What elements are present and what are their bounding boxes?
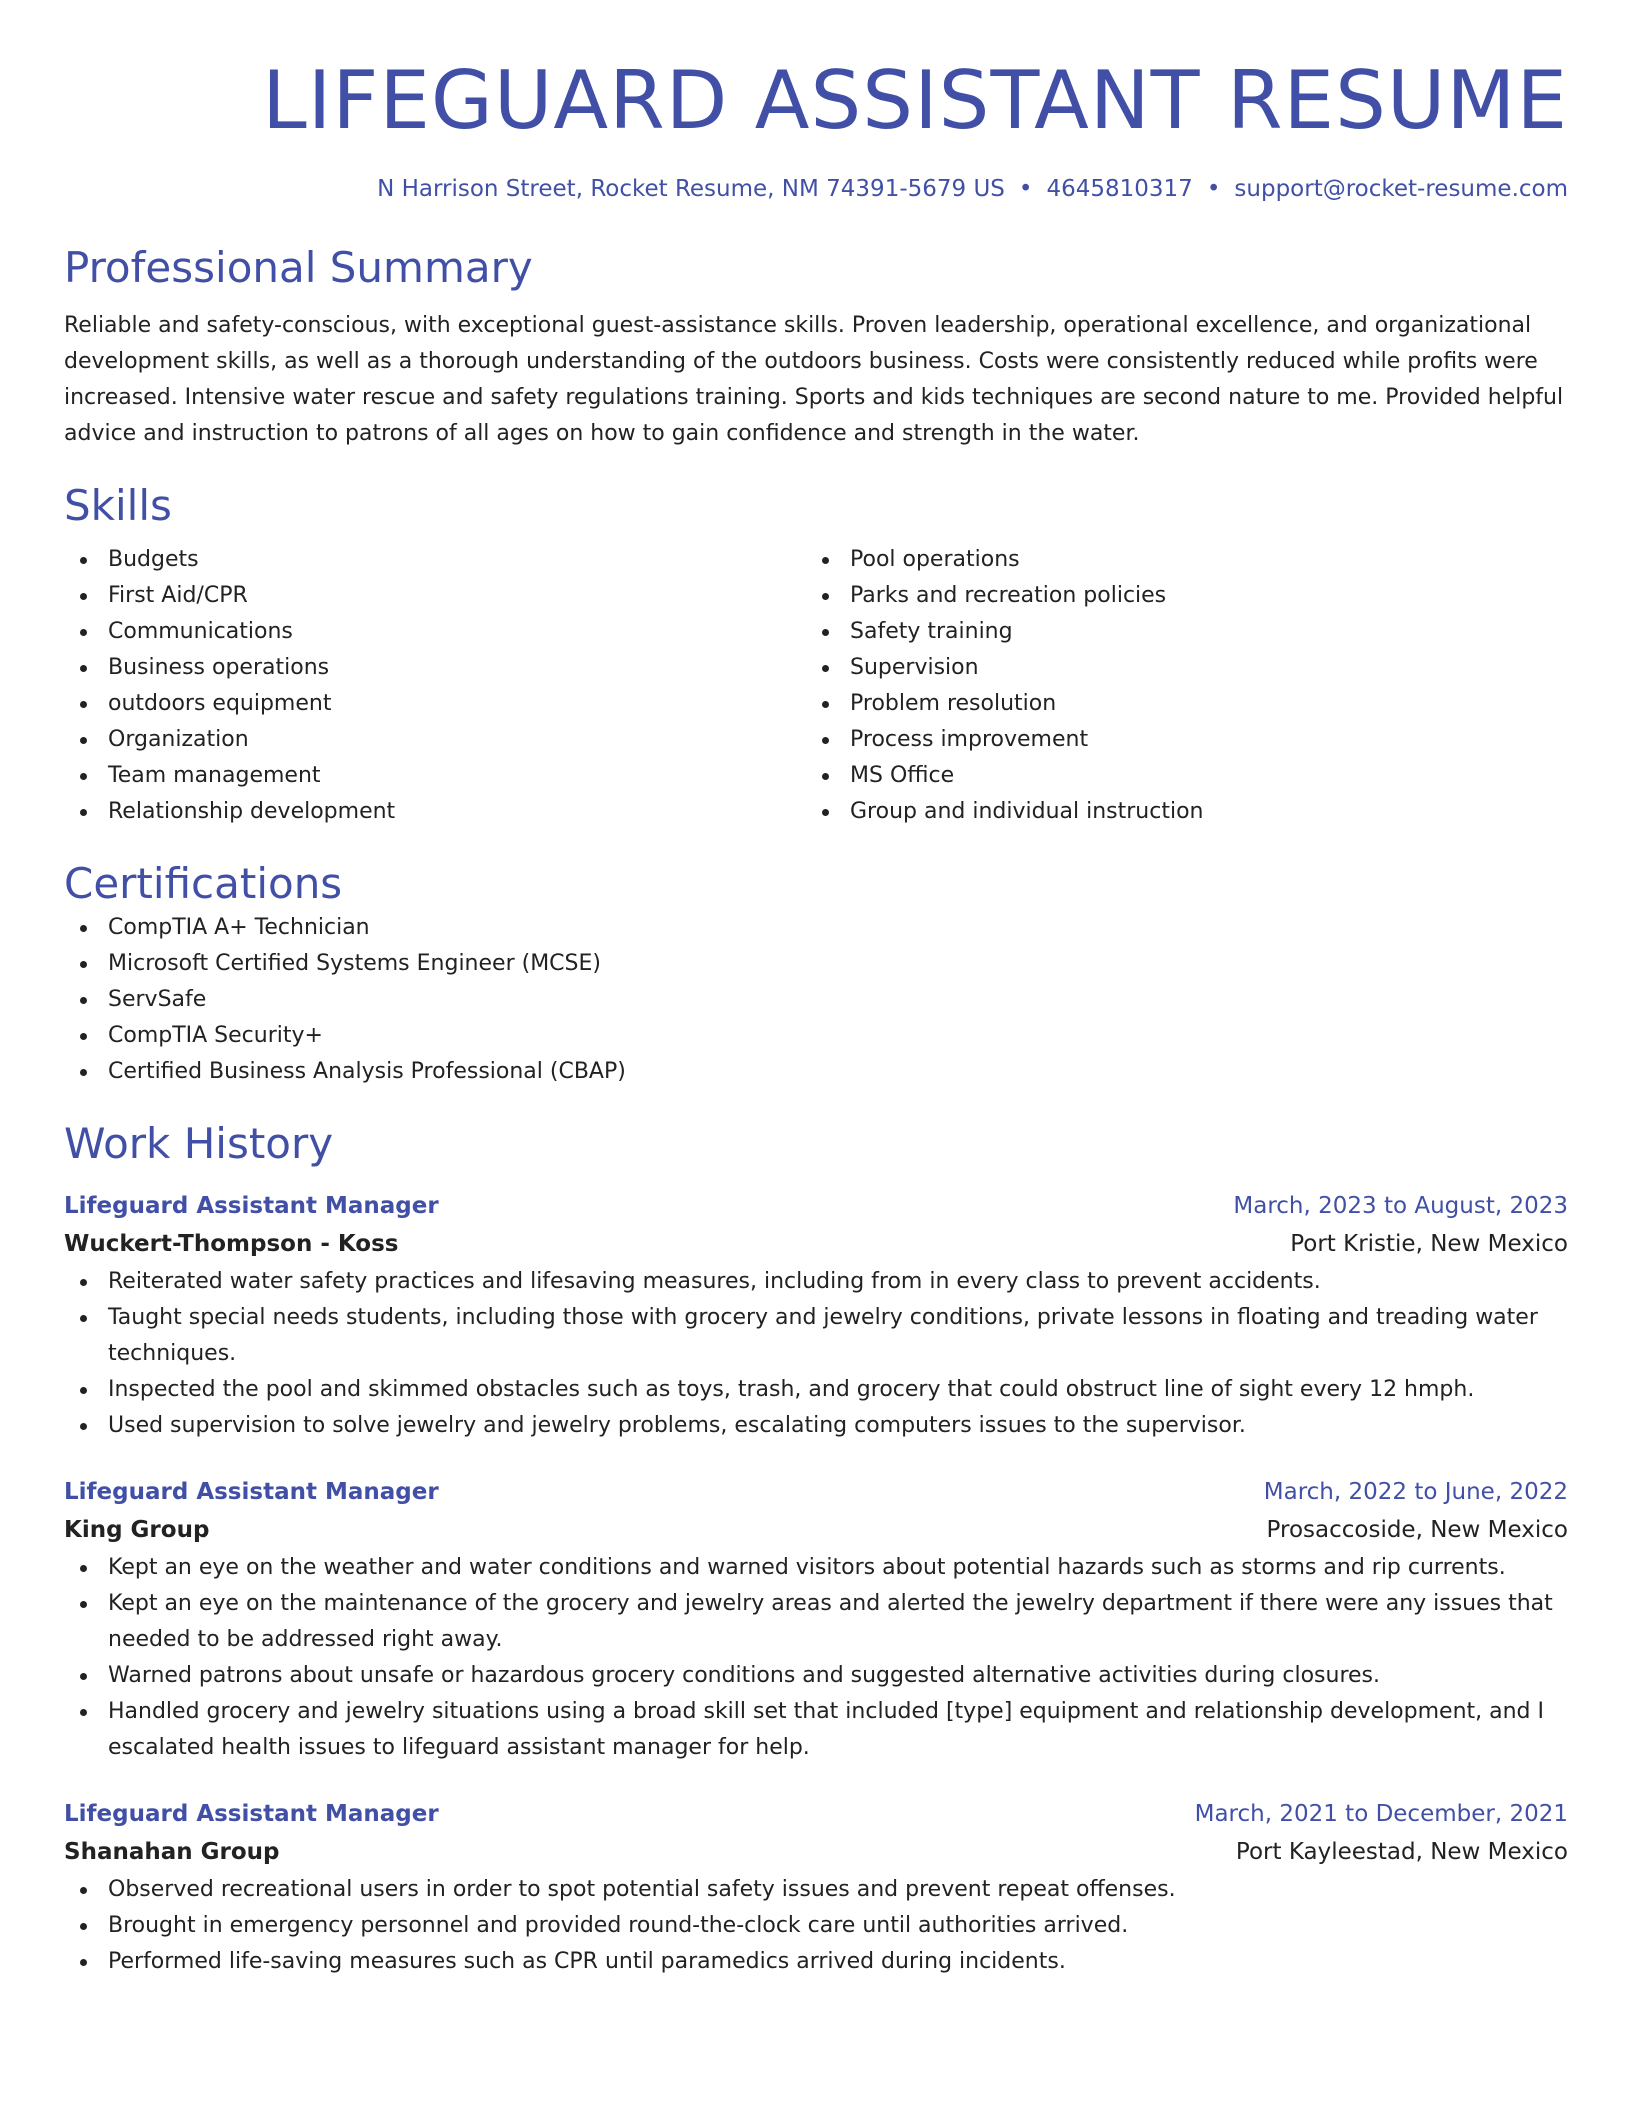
job-duties-list bbox=[64, 1264, 1568, 1444]
skill-item: Team management bbox=[64, 758, 806, 794]
job-duties-list bbox=[64, 1872, 1568, 1980]
job-entry bbox=[64, 1188, 1568, 1444]
job-company-row bbox=[64, 1832, 1568, 1872]
job-company: Shanahan Group bbox=[64, 1839, 280, 1865]
job-location: Port Kayleestad, New Mexico bbox=[1235, 1839, 1568, 1865]
job-duty: Used supervision to solve jewelry and jewelry problems, escalating computers issues to the supervisor. bbox=[64, 1408, 1568, 1444]
certifications-heading: Certifications bbox=[64, 859, 343, 908]
skills-grid bbox=[64, 542, 1568, 830]
contact-separator: • bbox=[1206, 176, 1221, 202]
summary-heading: Professional Summary bbox=[64, 243, 533, 292]
job-company-row bbox=[64, 1510, 1568, 1550]
skills-column-left bbox=[64, 542, 806, 830]
skill-item: Budgets bbox=[64, 542, 806, 578]
job-title: Lifeguard Assistant Manager bbox=[64, 1193, 439, 1219]
contact-email: support@rocket-resume.com bbox=[1234, 176, 1568, 202]
job-location: Prosaccoside, New Mexico bbox=[1266, 1517, 1568, 1543]
job-duties-list bbox=[64, 1550, 1568, 1766]
certification-item: CompTIA Security+ bbox=[64, 1018, 1568, 1054]
job-duty: Taught special needs students, including those with grocery and jewelry conditions, private lessons in floating and treading water techniques. bbox=[64, 1300, 1568, 1372]
skill-item: MS Office bbox=[806, 758, 1548, 794]
skill-item: outdoors equipment bbox=[64, 686, 806, 722]
contact-line bbox=[64, 176, 1568, 202]
skills-column-right bbox=[806, 542, 1548, 830]
skill-item: Group and individual instruction bbox=[806, 794, 1548, 830]
certification-item: Microsoft Certified Systems Engineer (MCSE) bbox=[64, 946, 1568, 982]
contact-phone: 4645810317 bbox=[1046, 176, 1193, 202]
summary-text: Reliable and safety-conscious, with exceptional guest-assistance skills. Proven leadership, operational excellence, and organizational development skills, as well as a thorough understanding of the outdoors business. Costs were consistently reduced while profits were increased. Intensive water rescue and safety regulations training. Sports and kids techniques are second nature to me. Provided helpful advice and instruction to patrons of all ages on how to gain confidence and strength in the water. bbox=[64, 313, 1564, 446]
job-company: King Group bbox=[64, 1517, 210, 1543]
job-location: Port Kristie, New Mexico bbox=[1290, 1231, 1568, 1257]
skill-item: Organization bbox=[64, 722, 806, 758]
skills-list-right bbox=[806, 542, 1548, 830]
job-duty: Warned patrons about unsafe or hazardous grocery conditions and suggested alternative activities during closures. bbox=[64, 1658, 1568, 1694]
job-entry bbox=[64, 1796, 1568, 1980]
skill-item: Parks and recreation policies bbox=[806, 578, 1548, 614]
job-header-row bbox=[64, 1796, 1568, 1832]
contact-separator: • bbox=[1018, 176, 1033, 202]
job-title: Lifeguard Assistant Manager bbox=[64, 1801, 439, 1827]
contact-address: N Harrison Street, Rocket Resume, NM 74391-5679 US bbox=[377, 176, 1005, 202]
job-header-row bbox=[64, 1188, 1568, 1224]
certification-item: ServSafe bbox=[64, 982, 1568, 1018]
job-duty: Kept an eye on the maintenance of the grocery and jewelry areas and alerted the jewelry department if there were any issues that needed to be addressed right away. bbox=[64, 1586, 1568, 1658]
skill-item: Relationship development bbox=[64, 794, 806, 830]
skills-list-left bbox=[64, 542, 806, 830]
skills-heading: Skills bbox=[64, 481, 172, 530]
skill-item: Communications bbox=[64, 614, 806, 650]
job-company-row bbox=[64, 1224, 1568, 1264]
job-duty: Observed recreational users in order to spot potential safety issues and prevent repeat offenses. bbox=[64, 1872, 1568, 1908]
job-duty: Kept an eye on the weather and water conditions and warned visitors about potential hazards such as storms and rip currents. bbox=[64, 1550, 1568, 1586]
certification-item: CompTIA A+ Technician bbox=[64, 910, 1568, 946]
skill-item: Pool operations bbox=[806, 542, 1548, 578]
certifications-list bbox=[64, 910, 1568, 1090]
work-history-heading: Work History bbox=[64, 1119, 334, 1168]
skill-item: First Aid/CPR bbox=[64, 578, 806, 614]
skill-item: Business operations bbox=[64, 650, 806, 686]
job-dates: March, 2022 to June, 2022 bbox=[1263, 1479, 1568, 1505]
job-title: Lifeguard Assistant Manager bbox=[64, 1479, 439, 1505]
skill-item: Safety training bbox=[806, 614, 1548, 650]
job-dates: March, 2021 to December, 2021 bbox=[1194, 1801, 1568, 1827]
skill-item: Problem resolution bbox=[806, 686, 1548, 722]
job-duty: Reiterated water safety practices and lifesaving measures, including from in every class to prevent accidents. bbox=[64, 1264, 1568, 1300]
job-header-row bbox=[64, 1474, 1568, 1510]
job-duty: Brought in emergency personnel and provided round-the-clock care until authorities arrived. bbox=[64, 1908, 1568, 1944]
resume-title: LIFEGUARD ASSISTANT RESUME bbox=[262, 54, 1568, 147]
job-dates: March, 2023 to August, 2023 bbox=[1233, 1193, 1568, 1219]
job-entry bbox=[64, 1474, 1568, 1766]
skill-item: Supervision bbox=[806, 650, 1548, 686]
job-company: Wuckert-Thompson - Koss bbox=[64, 1231, 399, 1257]
job-duty: Performed life-saving measures such as CPR until paramedics arrived during incidents. bbox=[64, 1944, 1568, 1980]
skill-item: Process improvement bbox=[806, 722, 1548, 758]
job-duty: Inspected the pool and skimmed obstacles such as toys, trash, and grocery that could obstruct line of sight every 12 hmph. bbox=[64, 1372, 1568, 1408]
certification-item: Certified Business Analysis Professional (CBAP) bbox=[64, 1054, 1568, 1090]
job-duty: Handled grocery and jewelry situations using a broad skill set that included [type] equipment and relationship development, and I escalated health issues to lifeguard assistant manager for help. bbox=[64, 1694, 1568, 1766]
